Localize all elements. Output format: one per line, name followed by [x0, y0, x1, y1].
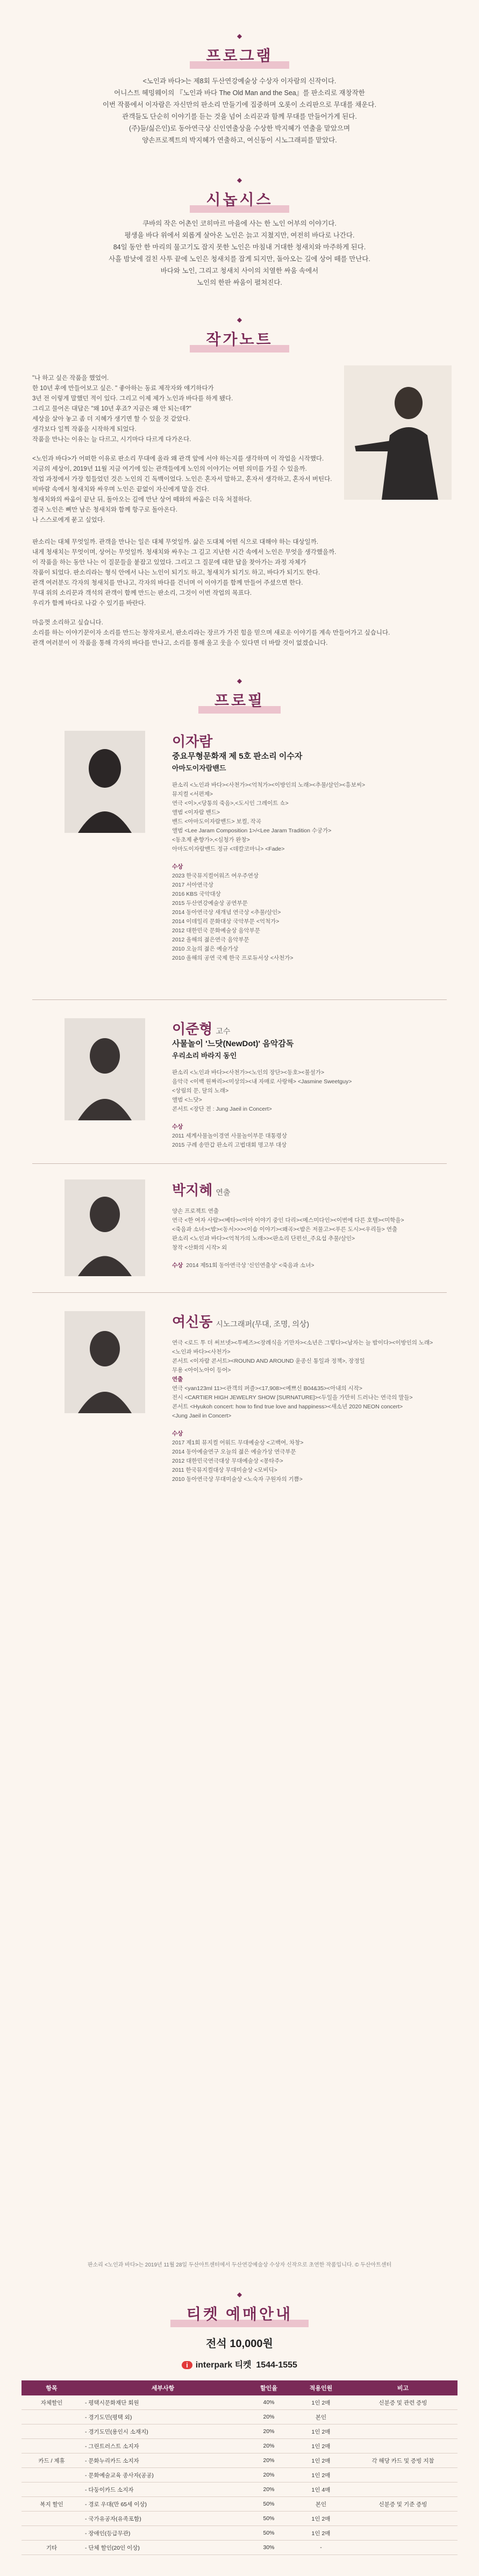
- award-line: 2015 두산연강예술상 공연부문: [172, 900, 248, 906]
- table-row: - 그린트러스트 소지자 20% 1인 2매: [22, 2439, 457, 2453]
- work-line: 연극 <로드 투 더 써브넷><투베즈><장례식을 기만자><소년은 그렇다><남자는 늘 밤이다><이방인의 노래>: [172, 1340, 433, 1346]
- award-line: 2017 서아연극상: [172, 882, 213, 888]
- note-line: 판소리는 대체 무엇일까. 관객을 만나는 일은 대체 무엇일까. 삶은 도대체 어떤 식으로 대해야 하는 대상일까.: [32, 539, 318, 545]
- note-para-2: [32, 454, 339, 526]
- vendor-name: interpark 티켓: [195, 2361, 252, 2370]
- note-line: 무대 위의 소리꾼과 객석의 관객이 함께 만드는 판소리, 그것이 이번 작업의 목표다.: [32, 590, 252, 596]
- note-line: 3년 전 이렇게 말했던 적이 있다. 그리고 이제 제가 노인과 바다를 하게 됐다.: [32, 395, 233, 402]
- table-row: 기타 - 단체 할인(20인 이상) 30% -: [22, 2541, 457, 2555]
- tickets-title: 티켓 예매안내: [161, 2297, 318, 2330]
- award-line: 2017 제1회 뮤지컬 어워드 무대예술상 <고백여, 차창>: [172, 1440, 304, 1446]
- program-line: 어니스트 헤밍웨이의 『노인과 바다 The Old Man and the Sea』를 판소리로 재창작한: [114, 89, 365, 97]
- program-line: <노인과 바다>는 제8회 두산연강예술상 수상자 이자람의 신작이다.: [142, 77, 337, 85]
- table-header-row: [22, 2380, 457, 2395]
- ornament-icon: ◆: [237, 176, 242, 184]
- work-line: 콘서트 <Hyukoh concert: how to find true love and happiness><새소년 2020 NEON concert>: [172, 1404, 403, 1410]
- column-header: 적용인원: [294, 2380, 348, 2395]
- award-line: 2023 한국뮤지컬어워즈 여우주연상: [172, 873, 259, 879]
- person-headline: 사물놀이 '느닷(NewDot)' 음악감독: [172, 1039, 294, 1048]
- work-line: 밴드 <아마도이자람밴드> 보컬, 작곡: [172, 818, 261, 825]
- award-line: 2010 올해의 공연 국제 한국 프로듀서상 <사천가>: [172, 955, 294, 961]
- ornament-icon: ◆: [237, 316, 242, 323]
- award-line: 2011 한국뮤지컬대상 무대미술상 <모비딕>: [172, 1467, 277, 1473]
- price-label: 전석 10,000원: [206, 2338, 273, 2350]
- person-awards: [172, 862, 452, 963]
- person-name: 이자람: [172, 734, 213, 750]
- tickets-heading: [0, 2292, 479, 2330]
- person-name: 이준형 고수: [172, 1021, 231, 1037]
- person-name: 여신동 시노그래퍼(무대, 조명, 의상): [172, 1314, 310, 1330]
- program-body: [48, 75, 431, 146]
- award-line: 2012 올해의 젊은연극 음악부문: [172, 937, 249, 943]
- ornament-icon: ◆: [237, 677, 242, 685]
- awards-label: 수상: [172, 864, 183, 870]
- program-line: 양손프로젝트의 박지혜가 연출하고, 여신동이 시노그래피를 맡았다.: [142, 136, 337, 144]
- ornament-icon: ◆: [237, 2291, 242, 2298]
- note-para-3: [32, 537, 447, 609]
- column-header: 비고: [348, 2380, 457, 2395]
- person-awards: [172, 1429, 452, 1484]
- synopsis-line: 쿠바의 작은 어촌인 코히마르 마을에 사는 한 노인 어부의 이야기다.: [142, 220, 337, 227]
- divider: [32, 1163, 447, 1164]
- work-line: 전시 <CARTIER HIGH JEWELRY SHOW [SURNATURE]><두일을 가만히 드러나는 연극의 말들>: [172, 1394, 413, 1401]
- note-line: 내게 청새치는 무엇이며, 상어는 무엇일까. 청새치와 싸우는 그 길고 지난한 시간 속에서 노인은 무엇을 생각했을까.: [32, 549, 337, 556]
- profile-photo-2: [65, 1018, 145, 1120]
- award-line: 2015 구례 송만갑 판소리 고법대회 명고부 대상: [172, 1142, 287, 1148]
- note-para-4: [32, 618, 447, 649]
- program-line: (주)들/싫은인)로 동아연극상 신인연출상을 수상한 박지혜가 연출을 맡았으며: [128, 125, 351, 132]
- note-line: 관객 여러분이 이 작품을 통해 각자의 바다를 만나고, 소리를 통해 울고 웃을 수 있다면 더 바랄 것이 없겠습니다.: [32, 640, 328, 646]
- note-line: 청새치와의 싸움이 끝난 뒤, 돌아오는 길에 만난 상어 떼와의 싸움은 더욱 처절하다.: [32, 497, 252, 503]
- note-line: 나 스스로에게 묻고 싶었다.: [32, 517, 105, 523]
- awards-label: 수상: [172, 1124, 183, 1130]
- table-row: - 경기도민(용인시 소재지) 20% 1인 2매: [22, 2424, 457, 2439]
- profile-2: [172, 1018, 452, 1150]
- synopsis-line: 84일 동안 한 마리의 물고기도 잡지 못한 노인은 마침내 거대한 청새치와 마주하게 된다.: [113, 243, 366, 251]
- ticket-table: [22, 2380, 457, 2555]
- person-awards: [172, 1122, 452, 1150]
- program-title: 프로그램: [180, 39, 298, 72]
- work-line: 연출: [172, 1376, 183, 1383]
- work-line: 연극 <한 여자 사람><베타><아마 이야기 중인 다리><메스미다인><이번에 다른 호텔><미학을>: [172, 1217, 404, 1224]
- work-line: 앨범 <느닷>: [172, 1097, 202, 1103]
- profile-photo-4: [65, 1311, 145, 1413]
- interpark-logo-icon[interactable]: i: [182, 2361, 192, 2369]
- note-line: 생각보다 일찍 작품을 시작하게 되었다.: [32, 426, 137, 433]
- synopsis-line: 평생을 바다 위에서 외롭게 살아온 노인은 늙고 지쳤지만, 여전히 바다로 나간다.: [124, 232, 355, 239]
- work-line: 콘서트 <장단 전 : Jung Jaeil in Concert>: [172, 1106, 272, 1112]
- note-line: 그리고 물어온 대답은 "왜 10년 후죠? 지금은 왜 안 되는데?": [32, 406, 191, 412]
- award-line: 2014 동아연극상 새개념 연극상 <추물/살인>: [172, 909, 281, 916]
- profile-heading: [0, 678, 479, 717]
- work-line: 앨범 <이자람 밴드>: [172, 809, 220, 816]
- person-awards: [172, 1261, 452, 1270]
- note-line: 비바람 속에서 청새치와 싸우며 노인은 끝없이 자신에게 말을 건다.: [32, 486, 209, 493]
- work-line: 창작 <산화의 시작> 외: [172, 1244, 227, 1251]
- work-line: 뮤지컬 <서편제>: [172, 791, 213, 797]
- person-works: [172, 1339, 452, 1421]
- award-line: 2016 KBS 국악대상: [172, 891, 221, 897]
- synopsis-line: 노인의 한판 싸움이 펼쳐진다.: [197, 279, 282, 286]
- note-line: 결국 노인은 뼈만 남은 청새치와 함께 항구로 돌아온다.: [32, 507, 177, 513]
- awards-label: 수상: [172, 1262, 183, 1269]
- table-row: - 국가유공자(유족포함) 50% 1인 2매: [22, 2512, 457, 2526]
- note-line: 소리를 하는 이야기꾼이자 소리를 만드는 창작자로서, 판소리라는 장르가 가진 힘을 믿으며 새로운 이야기를 계속 만들어가고 싶습니다.: [32, 630, 390, 636]
- note-line: 우리가 함께 바다로 나갈 수 있기를 바란다.: [32, 600, 146, 607]
- column-header: 세부사항: [82, 2380, 244, 2395]
- work-line: 양손 프로젝트 연출: [172, 1208, 219, 1214]
- note-line: 이 작품을 하는 동안 나는 이 질문들을 붙잡고 있었다. 그리고 그 질문에 대한 답을 찾아가는 과정 자체가: [32, 559, 306, 566]
- award-line: 2012 대한민국 문화예술상 음악부문: [172, 927, 260, 934]
- table-row: 카드 / 제휴 - 문화누리카드 소지자 20% 1인 2매 각 해당 카드 및 증빙 지참: [22, 2453, 457, 2468]
- note-line: 작품을 만나는 이유는 늘 다르고, 시기마다 다르게 다가온다.: [32, 436, 191, 443]
- author-photo: [344, 365, 452, 500]
- column-header: 항목: [22, 2380, 82, 2395]
- vendor-phone: 1544-1555: [256, 2361, 297, 2370]
- work-line: 음악극 <이백 원짜리><미상의><내 자매로 사랑해> <Jasmine Sweetguy>: [172, 1078, 352, 1085]
- table-row: 자체할인 - 평택시문화재단 회원 40% 1인 2매 신분증 및 관련 증빙: [22, 2395, 457, 2410]
- work-line: 판소리 <노인과 바다><사천가><억척가><이방인의 노래><추물/살인><흥보씨>: [172, 782, 366, 788]
- note-line: 작업 과정에서 가장 힘들었던 것은 노인의 긴 독백이었다. 노인은 혼자서 말하고, 혼자서 생각하고, 혼자서 버틴다.: [32, 476, 332, 483]
- person-works: [172, 1207, 452, 1253]
- profile-1: [172, 731, 452, 963]
- work-line: 판소리 <노인과 바다><사천가><노인의 장단><동호><불설가>: [172, 1069, 325, 1076]
- work-line: <죽음과 소녀><밤><동서>>><이솝 이야기><왜곡><밤은 저물고><푸른 도시><우리들> 연출: [172, 1226, 398, 1233]
- work-line: 연극 <이>,<당통의 죽음>,<도시인 그레이트 쇼>: [172, 800, 289, 807]
- synopsis-line: 사흘 밤낮에 걸친 사투 끝에 노인은 청새치를 잡게 되지만, 돌아오는 길에 상어 떼를 만난다.: [109, 255, 370, 263]
- person-headline: 중요무형문화재 제 5호 판소리 이수자: [172, 752, 303, 761]
- note-line: 지금의 세상이, 2019년 11월 지금 여기에 있는 관객들에게 노인의 이야기는 어떤 의미를 가질 수 있을까.: [32, 466, 307, 472]
- program-line: 이번 작품에서 이자람은 자신만의 판소리 만들기에 집중하며 오롯이 소리판으로 무대를 채운다.: [102, 101, 377, 109]
- program-heading: [0, 33, 479, 72]
- note-heading: [0, 317, 479, 356]
- note-line: 한 10년 후에 만들어보고 싶은. " 좋아하는 동료 제작자와 얘기하다가: [32, 385, 214, 392]
- synopsis-body: [48, 218, 431, 289]
- award-line: 2011 세계사물놀이경연 사물놀이부문 대통령상: [172, 1133, 287, 1139]
- table-row: 복지 할인 - 경로 우대(만 65세 이상) 50% 본인 신분증 및 기준 증빙: [22, 2497, 457, 2512]
- table-row: - 장애인(등급무관) 50% 1인 2매: [22, 2526, 457, 2541]
- synopsis-heading: [0, 177, 479, 216]
- profile-photo-1: [65, 731, 145, 833]
- table-row: - 다둥이카드 소지자 20% 1인 4매: [22, 2483, 457, 2497]
- award-line: 2014 제51회 동아연극상 '신인연출상' <죽음과 소녀>: [186, 1262, 314, 1269]
- synopsis-line: 바다와 노인, 그리고 청새치 사이의 치열한 싸움 속에서: [160, 267, 319, 275]
- work-line: <동초제 춘향가>,<심청가 완창>: [172, 837, 250, 843]
- work-line: <노인과 바다><사천가>: [172, 1349, 231, 1355]
- person-works: [172, 781, 452, 854]
- table-row: - 문화예술교육 종사자(공공) 20% 1인 2매: [22, 2468, 457, 2483]
- work-line: 아마도이자람밴드 정규 <데칼코마니> <Fade>: [172, 846, 285, 852]
- note-line: 관객 여러분도 각자의 청새치를 만나고, 각자의 바다를 건너며 이 이야기를 함께 만들어 주셨으면 한다.: [32, 580, 303, 586]
- column-header: 할인율: [244, 2380, 294, 2395]
- work-line: <Jung Jaeil in Concert>: [172, 1413, 232, 1419]
- profile-3: [172, 1179, 452, 1270]
- divider: [32, 999, 447, 1000]
- note-line: 마음껏 소리하고 싶습니다.: [32, 620, 103, 626]
- award-line: 2014 이데일리 문화대상 국악부문 <억척가>: [172, 918, 280, 925]
- note-line: "나 하고 싶은 작품을 했었어.: [32, 375, 109, 382]
- table-row: - 경기도민(평택 외) 20% 본인: [22, 2410, 457, 2424]
- person-name: 박지혜 연출: [172, 1183, 231, 1198]
- footnote: 판소리 <노인과 바다>는 2019년 11월 28일 두산아트센터에서 두산연강예술상 수상자 신작으로 초연한 작품입니다. © 두산아트센터: [87, 2262, 392, 2268]
- person-headline: 우리소리 바라지 동인: [172, 1052, 237, 1060]
- work-line: 판소리 <노인과 바다><억척가의 노래>><판소리 단편선_주요섭 추물/살인>: [172, 1235, 355, 1242]
- work-line: 연극 <yan123ml 11><관객의 퍼즐><17,908><예쁘신 B04&35><아내의 시작>: [172, 1385, 362, 1392]
- note-line: 세상을 살아 놓고 좀 더 지혜가 생기면 할 수 있을 것 같았다.: [32, 416, 190, 422]
- award-line: 2010 오늘의 젊은 예술가상: [172, 946, 239, 952]
- work-line: 무용 <아이노아이 등어>: [172, 1367, 231, 1373]
- award-line: 2014 동아예술연구 오늘의 젊은 예술가상 연극부문: [172, 1449, 296, 1455]
- profile-photo-3: [65, 1179, 145, 1276]
- profile-title: 프로필: [189, 683, 290, 717]
- person-headline: 아마도이자람밴드: [172, 764, 226, 772]
- award-line: 2012 대한민국연극대상 무대예술상 <몽타주>: [172, 1458, 283, 1464]
- note-line: <노인과 바다>가 어떠한 이유로 판소리 무대에 올라 왜 관객 앞에 서야 하는지를 생각하며 이 작업을 시작했다.: [32, 456, 324, 462]
- booking-info: [0, 2358, 479, 2370]
- work-line: 콘서트 <이자람 콘서트><ROUND AND AROUND 윤종신 통일과 정책>, 장정일: [172, 1358, 365, 1364]
- program-line: 관객들도 단순히 이야기를 듣는 것을 넘어 소리꾼과 함께 무대를 만들어가게 된다.: [122, 113, 357, 120]
- ornament-icon: ◆: [237, 32, 242, 40]
- awards-label: 수상: [172, 1430, 183, 1437]
- award-line: 2010 동아연극상 무대미술상 <노숙자 구원자의 기쁨>: [172, 1476, 303, 1483]
- note-title: 작가노트: [180, 322, 298, 356]
- profile-4: [172, 1311, 452, 1484]
- synopsis-title: 시놉시스: [180, 183, 298, 216]
- work-line: 앨범 <Lee Jaram Composition 1>/<Lee Jaram Tradition 수궁가>: [172, 828, 332, 834]
- note-line: 작품이 되었다. 판소리라는 형식 안에서 나는 노인이 되기도 하고, 청새치가 되기도 하고, 바다가 되기도 한다.: [32, 570, 320, 576]
- work-line: <상림의 문, 달의 노래>: [172, 1088, 229, 1094]
- person-works: [172, 1068, 452, 1114]
- note-para-1: [32, 373, 333, 445]
- divider: [32, 1292, 447, 1293]
